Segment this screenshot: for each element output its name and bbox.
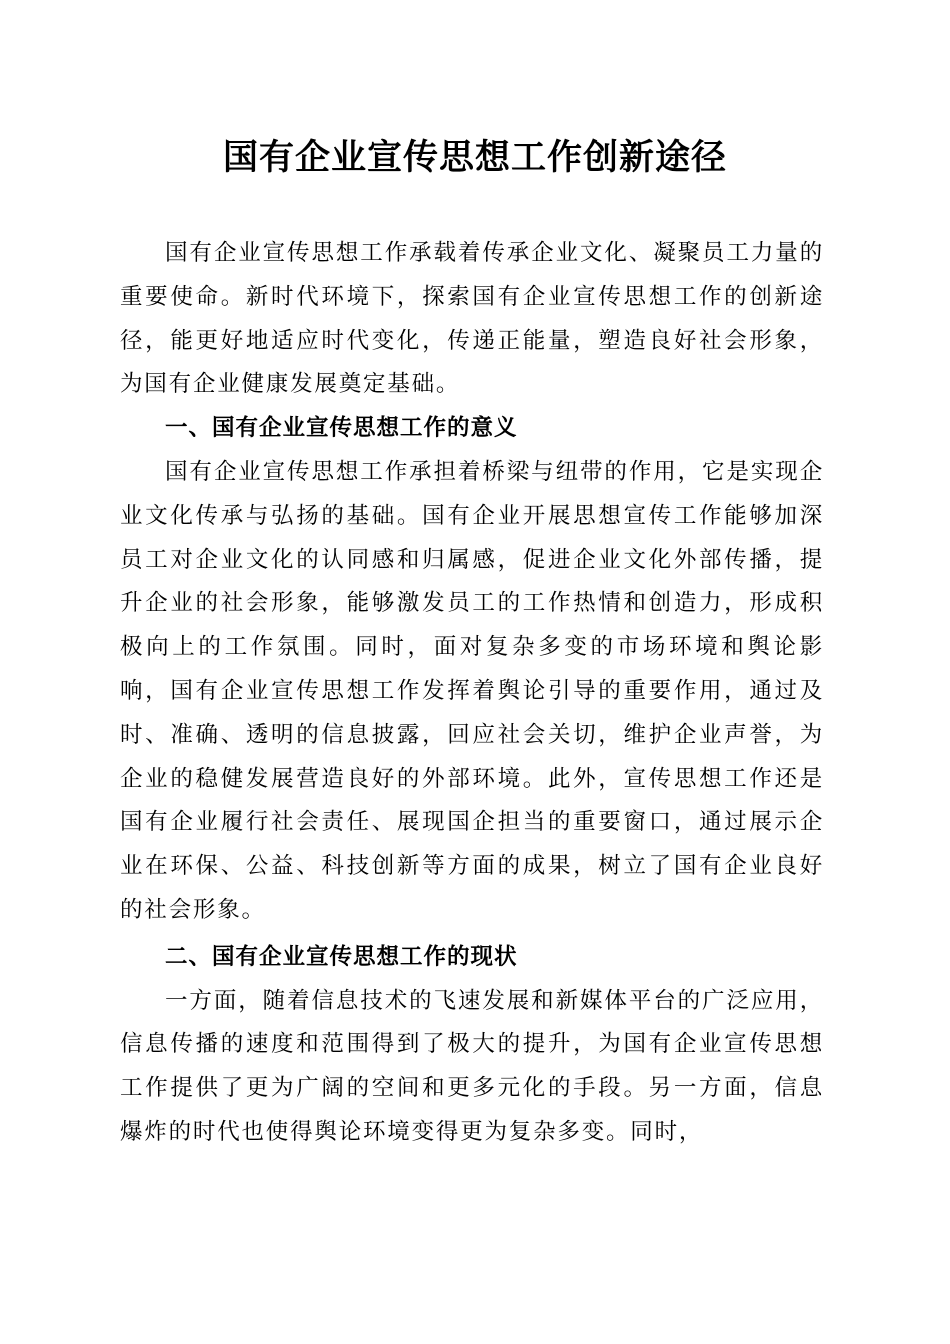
section-2-heading: 二、国有企业宣传思想工作的现状 [165, 943, 518, 970]
section-2-paragraph: 一方面，随着信息技术的飞速发展和新媒体平台的广泛应用，信息传播的速度和范围得到了极大的提升，为国有企业宣传思想工作提供了更为广阔的空间和更多元化的手段。另一方面，信息爆炸的时代也使得舆论环境变得更为复杂多变。同时， [120, 987, 824, 1145]
section-1-heading: 一、国有企业宣传思想工作的意义 [165, 415, 518, 442]
section-1-paragraph: 国有企业宣传思想工作承担着桥梁与纽带的作用，它是实现企业文化传承与弘扬的基础。国有企业开展思想宣传工作能够加深员工对企业文化的认同感和归属感，促进企业文化外部传播，提升企业的社会形象，能够激发员工的工作热情和创造力，形成积极向上的工作氛围。同时，面对复杂多变的市场环境和舆论影响，国有企业宣传思想工作发挥着舆论引导的重要作用，通过及时、准确、透明的信息披露，回应社会关切，维护企业声誉，为企业的稳健发展营造良好的外部环境。此外，宣传思想工作还是国有企业履行社会责任、展现国企担当的重要窗口，通过展示企业在环保、公益、科技创新等方面的成果，树立了国有企业良好的社会形象。 [120, 458, 824, 923]
document-body [120, 232, 824, 1155]
document-title: 国有企业宣传思想工作创新途径 [222, 137, 727, 178]
intro-paragraph: 国有企业宣传思想工作承载着传承企业文化、凝聚员工力量的重要使命。新时代环境下，探索国有企业宣传思想工作的创新途径，能更好地适应时代变化，传递正能量，塑造良好社会形象，为国有企业健康发展奠定基础。 [120, 240, 824, 398]
